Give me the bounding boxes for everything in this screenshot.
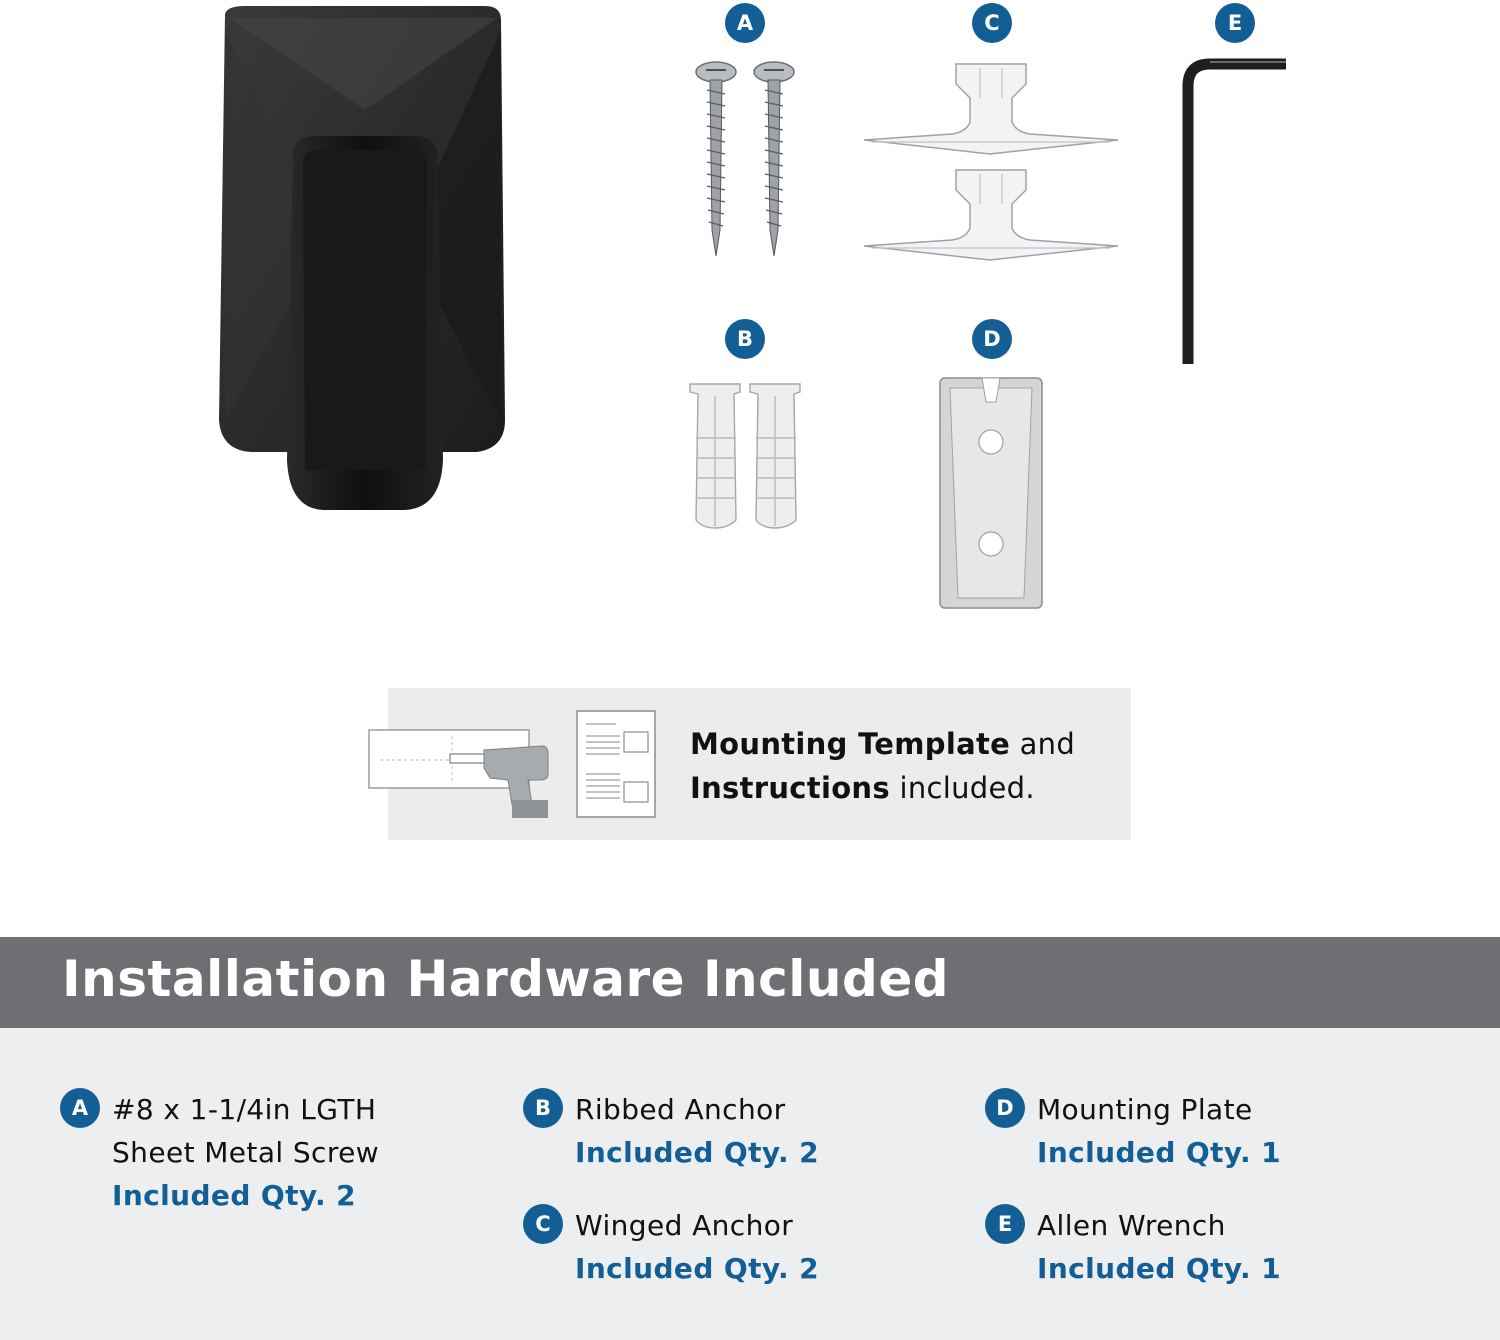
legend-name-a-line1: #8 x 1-1/4in LGTH [112, 1093, 377, 1126]
legend-name-b: Ribbed Anchor [575, 1093, 786, 1126]
badge-c: C [972, 3, 1012, 43]
badge-a: A [725, 3, 765, 43]
template-note-text1: and [1010, 727, 1076, 761]
allen-wrench-icon [1178, 58, 1290, 370]
legend-qty-e: Included Qty. 1 [1037, 1252, 1282, 1285]
ribbed-anchor-icon [688, 380, 804, 530]
legend-qty-a: Included Qty. 2 [112, 1179, 357, 1212]
legend-badge-c: C [523, 1204, 563, 1244]
legend-name-d: Mounting Plate [1037, 1093, 1253, 1126]
template-note-text2: included. [889, 771, 1035, 805]
mounting-plate-icon [938, 376, 1046, 612]
legend-qty-d: Included Qty. 1 [1037, 1136, 1282, 1169]
winged-anchor-icon [860, 58, 1122, 268]
template-note-bold2: Instructions [690, 771, 890, 805]
drill-icon [368, 726, 554, 822]
legend-text-d [1037, 1088, 1281, 1174]
badge-b: B [725, 319, 765, 359]
robe-hook-product-icon [205, 0, 525, 520]
template-note-text [690, 722, 1120, 810]
legend-qty-c: Included Qty. 2 [575, 1252, 820, 1285]
legend-badge-d: D [985, 1088, 1025, 1128]
legend-badge-a: A [60, 1088, 100, 1128]
instructions-sheet-icon [576, 710, 658, 820]
legend-name-c: Winged Anchor [575, 1209, 794, 1242]
badge-e: E [1215, 3, 1255, 43]
page-title: Installation Hardware Included [62, 950, 950, 1008]
legend-text-a [112, 1088, 379, 1217]
template-note-bold1: Mounting Template [690, 727, 1011, 761]
legend-name-a-line2: Sheet Metal Screw [112, 1136, 380, 1169]
screw-icon [690, 60, 800, 260]
legend-text-c [575, 1204, 819, 1290]
legend-qty-b: Included Qty. 2 [575, 1136, 820, 1169]
legend-text-b [575, 1088, 819, 1174]
legend-badge-e: E [985, 1204, 1025, 1244]
legend-name-e: Allen Wrench [1037, 1209, 1226, 1242]
legend-badge-b: B [523, 1088, 563, 1128]
legend-text-e [1037, 1204, 1281, 1290]
badge-d: D [972, 319, 1012, 359]
